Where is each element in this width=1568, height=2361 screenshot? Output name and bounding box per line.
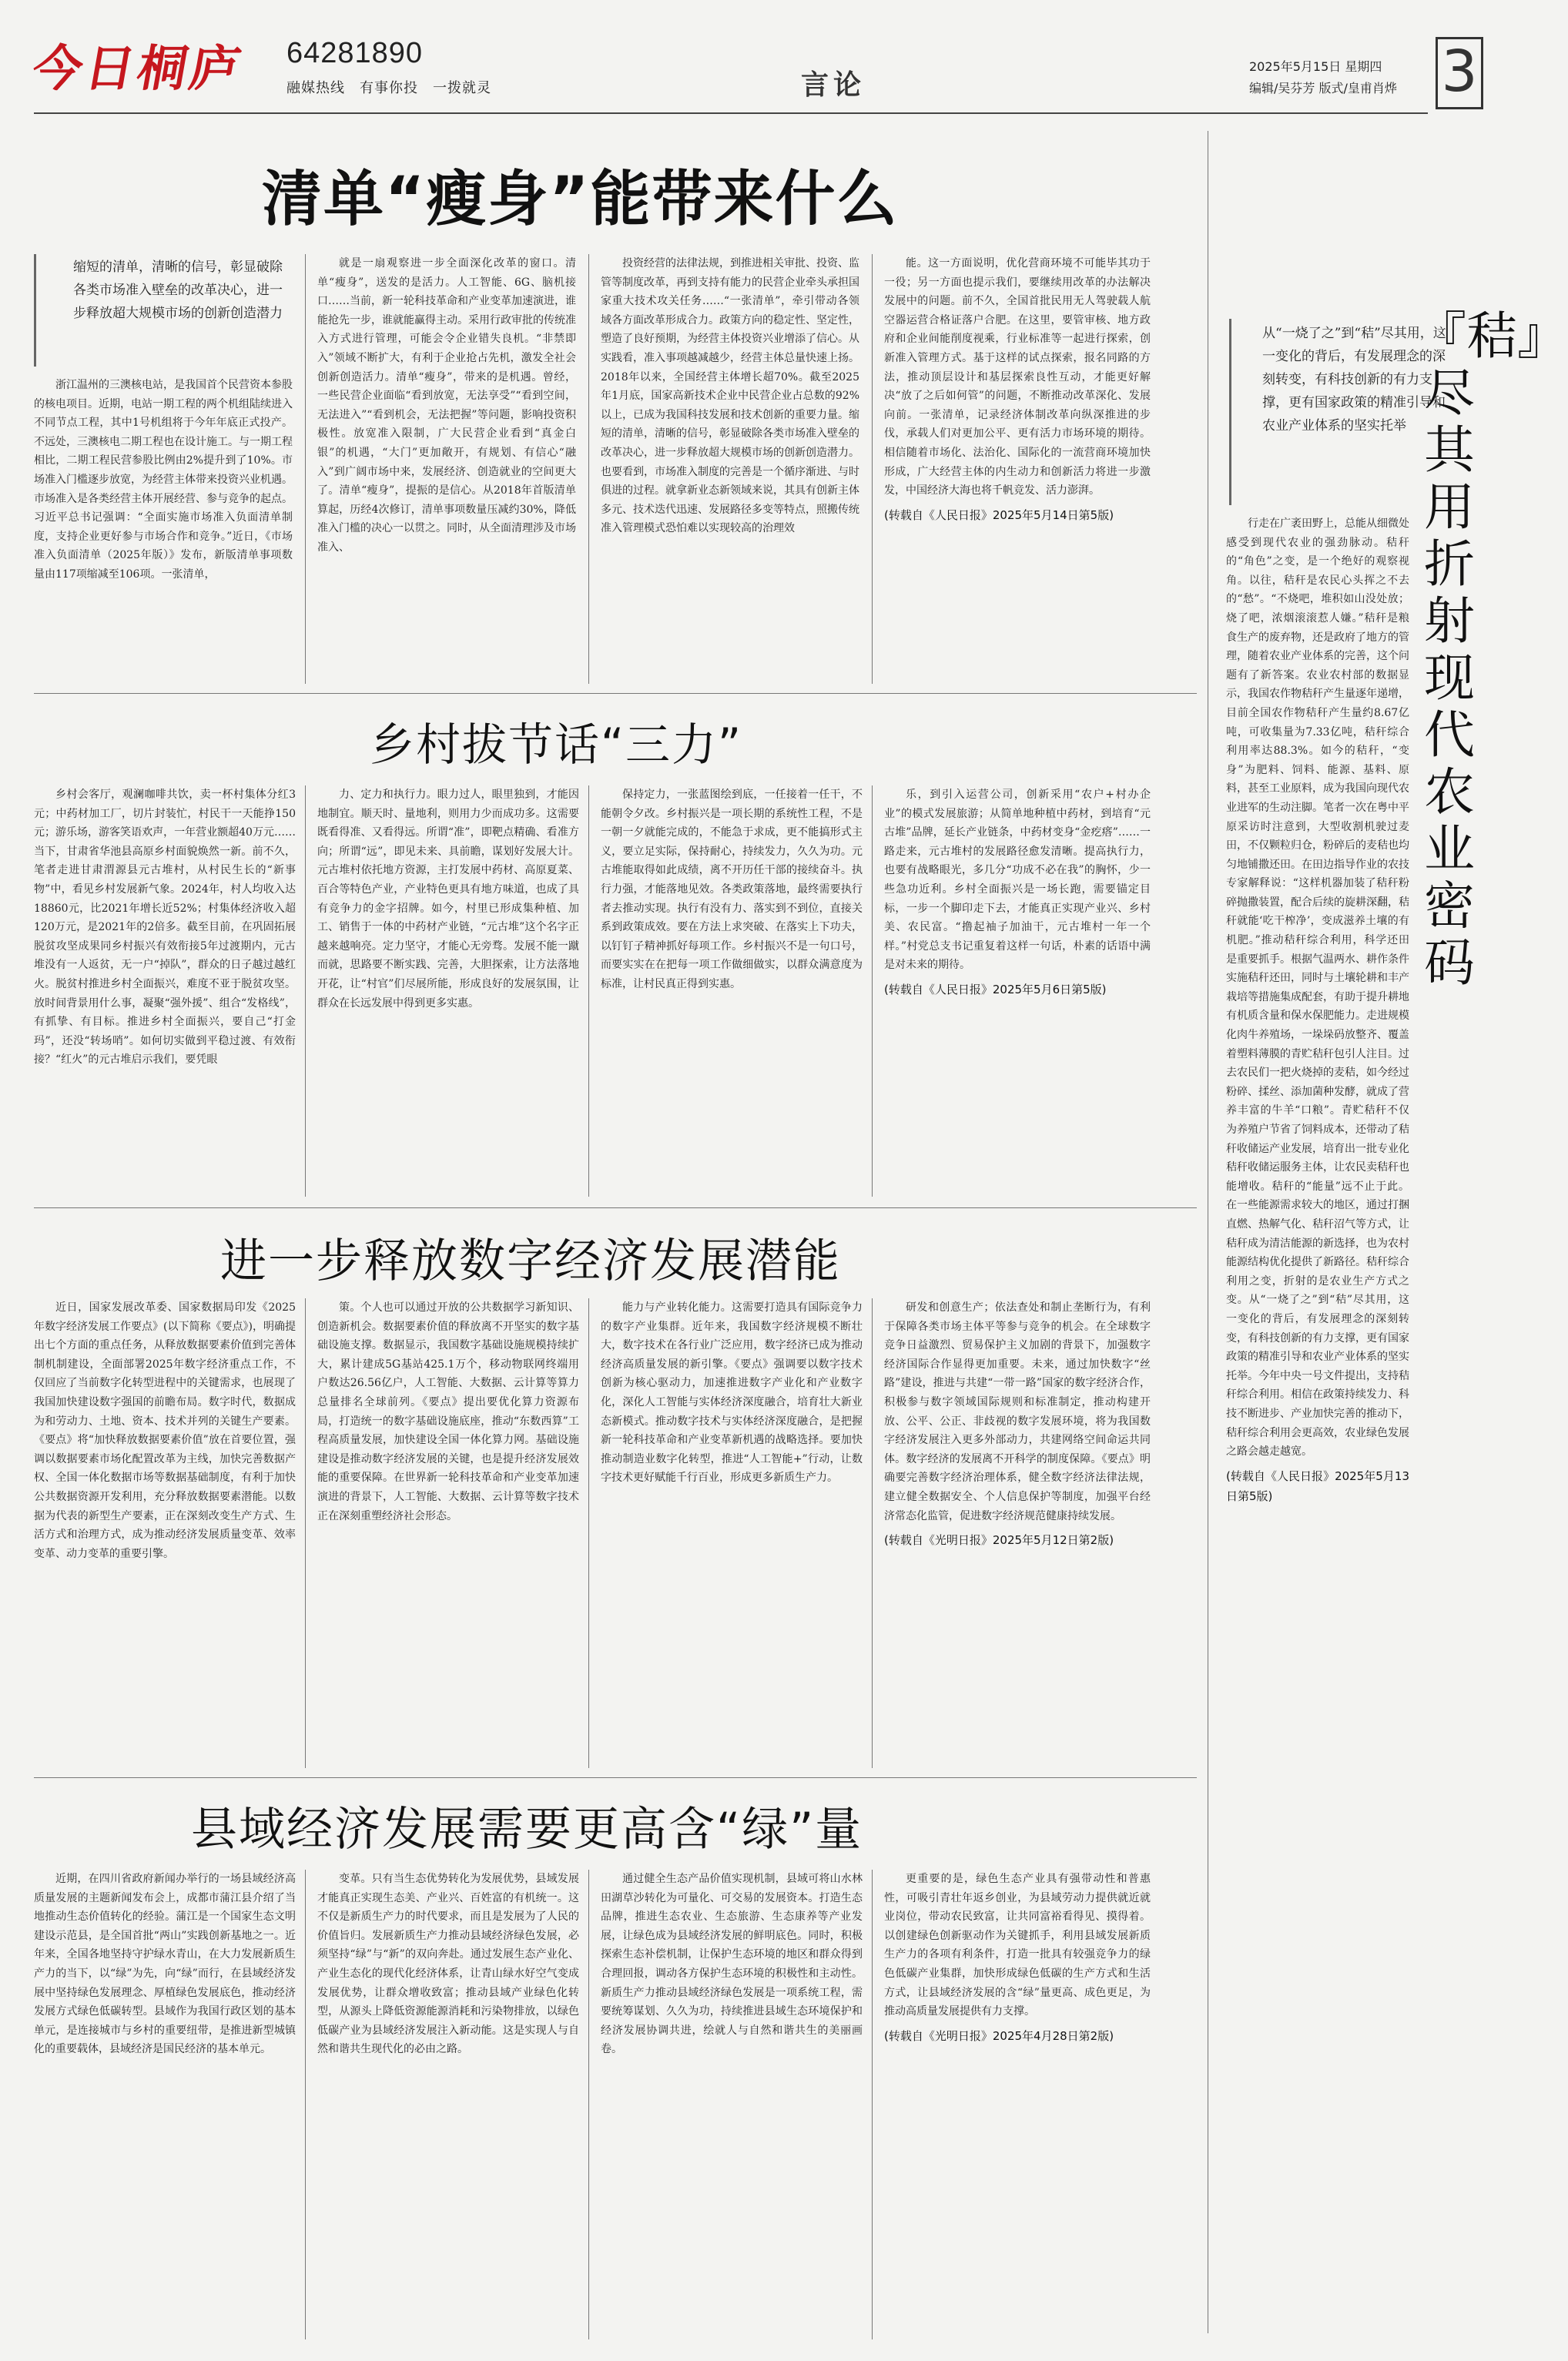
article1-column-1: 浙江温州的三澳核电站，是我国首个民营资本参股的核电项目。近期，电站一期工程的两个机组陆续进入不同节点工程，其中1号机组将于今年年底正式投产。不远处，三澳核电二期工程也在设计施工。与一期工程相比，二期工程民营参股比例由2%提升到了10%。市场准入门槛逐步放宽，为经营主体带来投资兴业机遇。市场准入是各类经营主体开展经营、参与竞争的起点。习近平总书记强调：“全面实施市场准入负面清单制度，支持企业更好参与市场合作和竞争。”近日，《市场准入负面清单（2025年版）》发布，新版清单事项数量由117项缩减至106项。一张清单， [34,379,293,581]
sidebar-source: (转载自《人民日报》2025年5月13日第5版) [1226,1469,1409,1503]
column-divider [872,785,873,1197]
article2-source: (转载自《人民日报》2025年5月6日第5版) [884,982,1107,996]
column-divider [588,785,589,1197]
article4-column-2: 变革。只有当生态优势转化为发展优势，县域发展才能真正实现生态美、产业兴、百姓富的有机统一。这不仅是新质生产力的时代要求，而且是发展为了人民的价值旨归。发展新质生产力推动县域经济绿色发展，必须坚持“绿”与“新”的双向奔赴。通过发展生态产业化、产业生态化的现代化经济体系，让青山绿水好空气变成发展优势，让群众增收致富；推动县域产业绿色化转型，从源头上降低资源能源消耗和污染物排放，以绿色低碳产业为县域经济发展注入新动能。这是实现人与自然和谐共生现代化的必由之路。 [317,1873,579,2056]
article4-column-1: 近期，在四川省政府新闻办举行的一场县域经济高质量发展的主题新闻发布会上，成都市蒲江县介绍了当地推动生态价值转化的经验。蒲江是一个国家生态文明建设示范县，是全国首批“两山”实践创新基地之一。近年来，全国各地坚持守护绿水青山，在大力发展新质生产力的当下，以“绿”为先，向“绿”而行，在县域经济发展中坚持绿色发展理念、厚植绿色发展底色，推动经济发展方式绿色低碳转型。县域作为我国行政区划的基本单元，是连接城市与乡村的重要纽带，是推进新型城镇化的重要载体，县域经济是国民经济的基本单元。 [34,1873,296,2056]
sidebar-vertical-headline: 『秸』尽其用折射现代农业密码 [1416,306,1568,993]
newspaper-logo: 今日桐庐 [28,41,248,98]
sidebar-lead-quote: 从“一烧了之”到“秸”尽其用，这一变化的背后，有发展理念的深刻转变，有科技创新的有力支撑，更有国家政策的精准引导和农业产业体系的坚实托举 [1229,319,1452,505]
article2-column-4: 乐，到引入运营公司，创新采用“农户+村办企业”的模式发展旅游；从简单地种植中药材，到培育“元古堆”品牌，延长产业链条，中药材变身“金疙瘩”……一路走来，元古堆村的发展路径愈发清晰。提高执行力，也要有战略眼光，多几分“功成不必在我”的胸怀，少一些急功近利。乡村全面振兴是一场长跑，需要锚定目标，一步一个脚印走下去，才能真正实现产业兴、乡村美、农民富。“撸起袖子加油干，元古堆村一年一个样。”村党总支书记重复着这样一句话，朴素的话语中满是对未来的期待。 (转载自《人民日报》2025年5月6日第5版) [884,785,1151,1197]
hotline-slogan: 融媒热线 有事你投 一拨就灵 [286,80,491,96]
column-divider [305,785,306,1197]
column-divider [872,1298,873,1768]
issue-date: 2025年5月15日 星期四 [1249,59,1382,74]
page-number: 3 [1441,39,1478,105]
masthead [0,0,1503,123]
article3-column-4: 研发和创意生产；依法查处和制止垄断行为，有利于保障各类市场主体平等参与竞争的机会。在全球数字竞争日益激烈、贸易保护主义加剧的背景下，加强数字经济国际合作显得更加重要。未来，通过加快数字“丝路”建设，推进与共建“一带一路”国家的数字经济合作，积极参与数字领域国际规则和标准制定，推动构建开放、公平、公正、非歧视的数字发展环境，将为我国数字经济发展注入更多外部动力，共建网络空间命运共同体。数字经济的发展离不开科学的制度保障。《要点》明确要完善数字经济治理体系，健全数字经济法律法规，建立健全数据安全、个人信息保护等制度，加强平台经济常态化监管，促进数字经济规范健康持续发展。 (转载自《光明日报》2025年5月12日第2版) [884,1298,1151,1768]
article4-column-4: 更重要的是，绿色生态产业具有强带动性和普惠性，可吸引青壮年返乡创业，为县域劳动力提供就近就业岗位，带动农民致富，让共同富裕看得见、摸得着。以创建绿色创新驱动作为关键抓手，利用县域发展新质生产力的各项有利条件，打造一批具有较强竞争力的绿色低碳产业集群，加快形成绿色低碳的生产方式和生活方式，让县域经济发展的含“绿”量更高、成色更足，为推动高质量发展提供有力支撑。 (转载自《光明日报》2025年4月28日第2版) [884,1870,1151,2339]
article1-lead-quote: 缩短的清单，清晰的信号，彰显破除各类市场准入壁垒的改革决心，进一步释放超大规模市场的创新创造潜力 [34,254,293,367]
editor-credits: 编辑/吴芬芳 版式/皇甫肖烨 [1249,81,1397,95]
column-divider [872,1870,873,2339]
column-divider [305,1870,306,2339]
article3-column-3: 能力与产业转化能力。这需要打造具有国际竞争力的数字产业集群。近年来，我国数字经济规模不断壮大，数字技术在各行业广泛应用，数字经济已成为推动经济高质量发展的新引擎。《要点》强调要以数字技术创新为核心驱动力，加速推进数字产业化和产业数字化，深化人工智能与实体经济深度融合，培育壮大新业态新模式。推动数字技术与实体经济深度融合，是把握新一轮科技革命和产业变革新机遇的战略选择。要加快推动制造业数字化转型，推进“人工智能+”行动，让数字技术更好赋能千行百业，形成更多新质生产力。 [601,1301,863,1485]
article4-headline: 县域经济发展需要更高含“绿”量 [191,1803,863,1857]
article2-column-2: 力、定力和执行力。眼力过人，眼里独到，才能因地制宜。顺天时、量地利，则用力少而成功多。这需要既看得准、又看得远。所谓“准”，即靶点精确、看准方向；所谓“远”，即见未来、具前瞻，谋划好发展大计。元古堆村依托地方资源，主打发展中药材、高原夏菜、百合等特色产业，产业特色更具有地方味道，也成了具有竞争力的金字招牌。如今，村里已形成集种植、加工、销售于一体的中药材产业链，“元古堆”这个名字正越来越响亮。定力坚守，才能心无旁骛。发展不能一蹴而就，思路要不断实践、完善，大胆探索，让方法落地开花，让“村官”们尽展所能，形成良好的发展氛围，让群众在长远发展中得到更多实惠。 [317,789,579,1010]
article3-column-1: 近日，国家发展改革委、国家数据局印发《2025年数字经济发展工作要点》(以下简称《要点》)，明确提出七个方面的重点任务，从释放数据要素价值到完善体制机制建设，全面部署2025年数字经济重点工作，不仅回应了当前数字化转型进程中的关键需求，也展现了我国加快建设数字强国的前瞻布局。数字时代，数据成为和劳动力、土地、资本、技术并列的关键生产要素。《要点》将“加快释放数据要素价值”放在首要位置，强调以数据要素市场化配置改革为主线，加快完善数据产权、全国一体化数据市场等数据基础制度，有利于加快公共数据资源开发利用，充分释放数据要素潜能。以数据为代表的新型生产要素，正在深刻改变生产方式、生活方式和治理方式，成为推动经济发展质量变革、效率变革、动力变革的重要引擎。 [34,1301,296,1560]
column-divider [872,254,873,684]
article4-column-3: 通过健全生态产品价值实现机制，县域可将山水林田湖草沙转化为可量化、可交易的发展资本。打造生态品牌，推进生态农业、生态旅游、生态康养等产业发展，让绿色成为县域经济发展的鲜明底色。同时，积极探索生态补偿机制，让保护生态环境的地区和群众得到合理回报，调动各方保护生态环境的积极性和主动性。新质生产力推动县域经济绿色发展是一项系统工程，需要统筹谋划、久久为功，持续推进县域生态环境保护和经济发展协调共进，绘就人与自然和谐共生的美丽画卷。 [601,1873,863,2056]
article2-headline: 乡村拔节话“三力” [370,718,743,771]
section-divider [34,1777,1197,1778]
article1-column-2: 就是一扇观察进一步全面深化改革的窗口。清单“瘦身”，送发的是活力。人工智能、6G、脑机接口……当前，新一轮科技革命和产业变革加速演进，谁能抢先一步，谁就能赢得主动。采用行政审批的传统准入方式进行管理，可能会令企业错失良机。“非禁即入”领域不断扩大，有利于企业抢占先机，激发全社会创新创造活力。清单“瘦身”，带来的是机遇。曾经，一些民营企业面临“看到放宽，无法享受”“看到空间，无法进入”“看到机会，无法把握”等问题，影响投资积极性。放宽准入限制，广大民营企业看到“真金白银”的机遇，“大门”更加敞开，有规划、有信心“融入”到广阔市场中来，发展经济、创造就业的空间更大了。清单“瘦身”，提振的是信心。从2018年首版清单算起，历经4次修订，清单事项数量压减约30%，降低准入门槛的决心一以贯之。同时，从全面清理涉及市场准入、 [317,257,576,554]
section-divider [34,693,1197,694]
sidebar-article-body: 行走在广袤田野上，总能从细微处感受到现代农业的强劲脉动。秸秆的“角色”之变，是一个绝好的观察视角。以往，秸秆是农民心头挥之不去的“愁”。“不烧吧，堆积如山没处放；烧了吧，浓烟滚滚惹人嫌。”秸秆是粮食生产的废弃物，还是政府了地方的管理，随着农业产业体系的完善，这个问题有了新答案。农业农村部的数据显示，我国农作物秸秆产生量逐年递增，目前全国农作物秸秆产生量约8.67亿吨，可收集量为7.33亿吨，秸秆综合利用率达88.3%。如今的秸秆，“变身”为肥料、饲料、能源、基料、原料，甚至工业原料，成为我国向现代农业进军的生动注脚。笔者一次在粤中平原采访时注意到，大型收割机驶过麦田，不仅颗粒归仓，粉碎后的麦秸也均匀地铺撒还田。在田边指导作业的农技专家解释说：“这样机器加装了秸秆粉碎抛撒装置，配合后续的旋耕深翻，秸秆就能‘吃干榨净’，变成滋养土壤的有机肥。”推动秸秆综合利用，科学还田是重要抓手。根据气温两水、耕作条件实施秸秆还田，同时与土壤轮耕和丰产栽培等措施集成配套，有助于提升耕地有机质含量和保水保肥能力。走进规模化肉牛养殖场，一垛垛码放整齐、覆盖着塑料薄膜的青贮秸秆包引人注目。过去农民们一把火烧掉的麦秸，如今经过粉碎、揉丝、添加菌种发酵，就成了营养丰富的牛羊“口粮”。青贮秸秆不仅为养殖户节省了饲料成本，还带动了秸秆收储运产业发展，培育出一批专业化秸秆收储运服务主体，让农民卖秸秆也能增收。秸秆的“能量”远不止于此。在一些能源需求较大的地区，通过打捆直燃、热解气化、秸秆沼气等方式，让秸秆成为清洁能源的新选择，也为农村能源结构优化提供了新路径。秸秆综合利用之变，折射的是农业生产方式之变。从“一烧了之”到“秸”尽其用，这一变化的背后，有发展理念的深刻转变，有科技创新的有力支撑，更有国家政策的精准引导和农业产业体系的坚实托举。今年中央一号文件提出，支持秸秆综合利用。相信在政策持续发力、科技不断进步、产业加快完善的推动下，秸秆综合利用会更高效，农业绿色发展之路会越走越宽。 (转载自《人民日报》2025年5月13日第5版) [1226,514,1409,2324]
section-divider [34,1207,1197,1208]
article1-source: (转载自《人民日报》2025年5月14日第5版) [884,507,1114,522]
article2-column-3: 保持定力，一张蓝图绘到底，一任接着一任干，不能朝令夕改。乡村振兴是一项长期的系统性工程，不是一朝一夕就能完成的，不能急于求成，更不能搞形式主义，要立足实际，保持耐心，持续发力，久久为功。元古堆能取得如此成绩，离不开历任干部的接续奋斗。执行力强，才能落地见效。各类政策落地，最终需要执行者去推动实现。执行有没有力、落实到不到位，直接关系到政策成效。要在方法上求突破、在落实上下功夫，以钉钉子精神抓好每项工作。乡村振兴不是一句口号，而要实实在在把每一项工作做细做实，以群众满意度为标准，让村民真正得到实惠。 [601,789,863,990]
hotline-number: 64281890 [286,37,424,69]
article1-column-4: 能。这一方面说明，优化营商环境不可能毕其功于一役；另一方面也提示我们，要继续用改革的办法解决发展中的问题。前不久，全国首批民用无人驾驶载人航空器运营合格证落户合肥。在这里，要管审核、地方政府和企业间能削度视乘，行业标准等一起进行探索，创新准入管理方式。基于这样的试点探索，报名同路的方法，推动顶层设计和基层探索良性互动，才能更好解决“放了之后如何管”的问题，不断推动改革深化、发展向前。一张清单，记录经济体制改革向纵深推进的步伐，承载人们对更加公平、更有活力市场环境的期待。相信随着市场化、法治化、国际化的一流营商环境加快形成，广大经营主体的内生动力和创新活力将进一步激发，中国经济大海也将千帆竞发、活力澎湃。 (转载自《人民日报》2025年5月14日第5版) [884,254,1151,684]
article1-headline: 清单“瘦身”能带来什么 [262,165,899,234]
masthead-rule [34,112,1428,114]
column-divider [588,1870,589,2339]
section-name: 言论 [801,69,866,101]
article2-column-1: 乡村会客厅，观澜咖啡共饮，卖一杯村集体分红3元；中药材加工厂，切片封装忙，村民干一天能挣150元；游乐场，游客笑语欢声，一年营业额超40万元……当下，甘肃省华池县高原乡村面貌焕然一新。前不久，笔者走进甘肃渭源县元古堆村，从村民生长的“新事物”中，看见乡村发展新气象。2024年，村人均收入达18860元，比2021年增长近52%；村集体经济收入超120万元，是2021年的2倍多。截至目前，在巩固拓展脱贫攻坚成果同乡村振兴有效衔接5年过渡期内，元古堆没有一人返贫，无一户“掉队”，群众的日子越过越红火。脱贫村推进乡村全面振兴，难度不亚于脱贫攻坚。放时间背景用什么事，凝聚“强外援”、组合“发格线”，有抓挚、有目标。推进乡村全面振兴，要自己“打金玛”，还没“转场哨”。如何切实做到平稳过渡、有效衔接？“红火”的元古堆启示我们，要凭眼 [34,789,296,1067]
column-divider [305,254,306,684]
article3-column-2: 策。个人也可以通过开放的公共数据学习新知识、创造新机会。数据要素价值的释放离不开坚实的数字基础设施支撑。数据显示，我国数字基础设施规模持续扩大，累计建成5G基站425.1万个，移动物联网终端用户数达26.56亿户，人工智能、大数据、云计算等算力总量排名全球前列。《要点》提出要优化算力资源布局，打造统一的数字基础设施底座，推动“东数西算”工程高质量发展，加快建设全国一体化算力网。基础设施建设是推动数字经济发展的关键，也是提升经济发展效能的重要保障。在世界新一轮科技革命和产业变革加速演进的背景下，人工智能、大数据、云计算等数字技术正在深刻重塑经济社会形态。 [317,1301,579,1522]
article3-headline: 进一步释放数字经济发展潜能 [220,1234,841,1288]
article1-column-3: 投资经营的法律法规，到推进相关审批、投资、监管等制度改革，再到支持有能力的民营企业牵头承担国家重大技术攻关任务……“一张清单”，牵引带动各领域各方面改革形成合力。政策方向的稳定性、坚定性，塑造了良好预期，为经营主体投资兴业增添了信心。从实践看，准入事项越减越少，经营主体总量快速上扬。2018年以来，全国经营主体增长超70%。截至2025年1月底，国家高新技术企业中民营企业占总数的92%以上，已成为我国科技发展和技术创新的重要力量。缩短的清单，清晰的信号，彰显破除各类市场准入壁垒的改革决心，进一步释放超大规模市场的创新创造潜力。也要看到，市场准入制度的完善是一个循序渐进、与时俱进的过程。就拿新业态新领域来说，其具有创新主体多元、技术迭代迅速、发展路径多变等特点，照搬传统准入管理模式恐怕难以实现较高的治理效 [601,257,859,535]
article4-source: (转载自《光明日报》2025年4月28日第2版) [884,2028,1114,2043]
column-divider [588,1298,589,1768]
column-divider [588,254,589,684]
article3-source: (转载自《光明日报》2025年5月12日第2版) [884,1533,1114,1548]
column-divider [305,1298,306,1768]
